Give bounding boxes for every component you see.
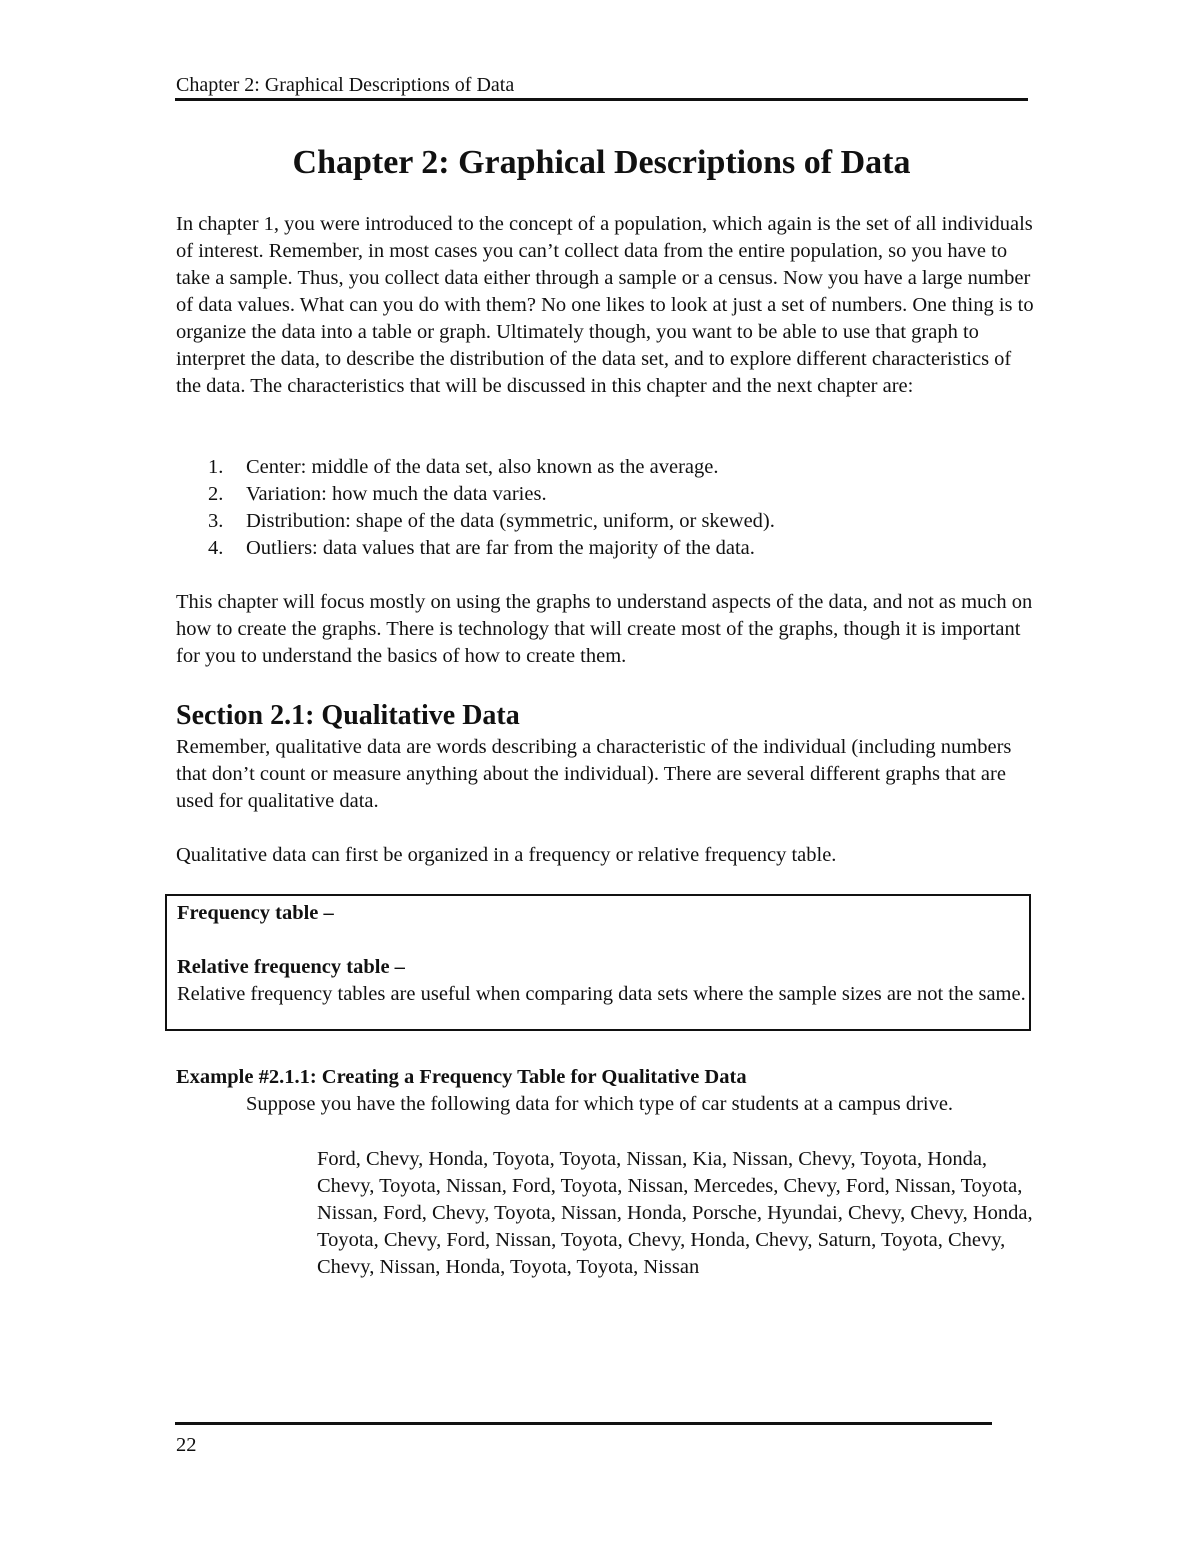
list-number: 3. [208, 510, 224, 532]
header-rule [175, 98, 1028, 101]
intro-paragraph: In chapter 1, you were introduced to the concept of a population, which again is the set of all individuals of interest. Remember, in most cases you can’t collect data from the entire population, so you have to take a sample. Thus, you collect data either through a sample or a census. Now you have a large number of data values. What can you do with them? No one likes to look at just a set of numbers. One thing is to organize the data into a table or graph. Ultimately though, you want to be able to use that graph to interpret the data, to describe the distribution of the data set, and to explore different characteristics of the data. The characteristics that will be discussed in this chapter and the next chapter are: [176, 213, 1034, 397]
qualitative-table-paragraph: Qualitative data can first be organized in a frequency or relative frequency table. [176, 844, 837, 866]
section-paragraph: Remember, qualitative data are words describing a characteristic of the individual (including numbers that don’t count or measure anything about the individual). There are several different graphs that are used for qualitative data. [176, 736, 1012, 812]
list-item-text: Variation: how much the data varies. [246, 483, 547, 505]
example-title: Example #2.1.1: Creating a Frequency Table for Qualitative Data [176, 1066, 747, 1088]
example-description: Suppose you have the following data for which type of car students at a campus drive. [246, 1093, 954, 1115]
list-item [208, 454, 1008, 481]
list-item-text: Distribution: shape of the data (symmetric, uniform, or skewed). [246, 510, 775, 532]
relative-frequency-note: Relative frequency tables are useful when comparing data sets where the sample sizes are not the same. [177, 983, 1026, 1005]
chapter-title: Chapter 2: Graphical Descriptions of Data [292, 144, 911, 181]
characteristics-list [208, 454, 1008, 562]
list-item [208, 481, 1008, 508]
list-item-text: Outliers: data values that are far from the majority of the data. [246, 537, 755, 559]
list-item-text: Center: middle of the data set, also known as the average. [246, 456, 719, 478]
list-number: 4. [208, 537, 224, 559]
footer-rule [175, 1422, 992, 1425]
section-heading: Section 2.1: Qualitative Data [176, 700, 520, 731]
running-header: Chapter 2: Graphical Descriptions of Data [176, 74, 515, 96]
definition-box [165, 894, 1031, 1031]
car-data-list: Ford, Chevy, Honda, Toyota, Toyota, Nissan, Kia, Nissan, Chevy, Toyota, Honda, Chevy, Toyota, Nissan, Ford, Toyota, Nissan, Mercedes, Chevy, Ford, Nissan, Toyota, Nissan, Ford, Chevy, Toyota, Nissan, Honda, Porsche, Hyundai, Chevy, Chevy, Honda, Toyota, Chevy, Ford, Nissan, Toyota, Chevy, Honda, Chevy, Saturn, Toyota, Chevy, Chevy, Nissan, Honda, Toyota, Toyota, Nissan [317, 1148, 1033, 1278]
list-number: 2. [208, 483, 224, 505]
relative-frequency-table-term: Relative frequency table – [177, 956, 405, 978]
focus-paragraph: This chapter will focus mostly on using the graphs to understand aspects of the data, and not as much on how to create the graphs. There is technology that will create most of the graphs, though it is important for you to understand the basics of how to create them. [176, 591, 1033, 667]
frequency-table-term: Frequency table – [177, 902, 334, 924]
list-item [208, 508, 1008, 535]
list-item [208, 535, 1008, 562]
list-number: 1. [208, 456, 224, 478]
page-number: 22 [176, 1434, 197, 1456]
